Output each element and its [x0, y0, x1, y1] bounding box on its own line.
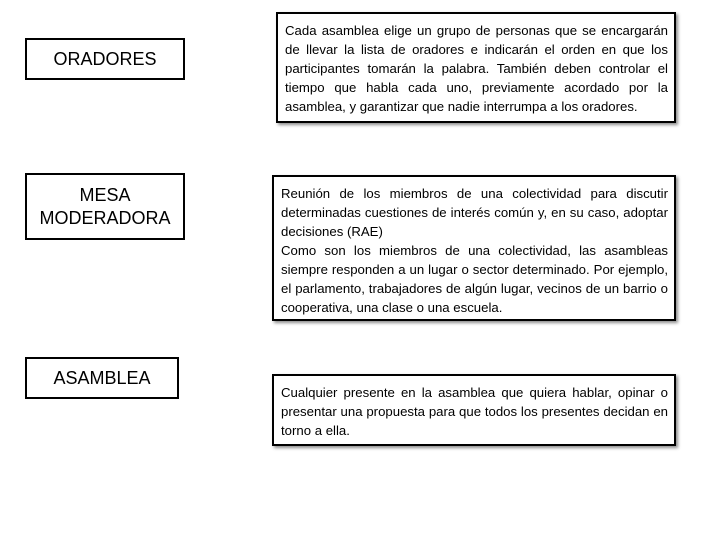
term-label: ORADORES: [53, 48, 157, 69]
definition-text: Reunión de los miembros de una colectividad para discutir determinadas cuestiones de interés común y, en su caso, adoptar decisiones (RAE): [281, 186, 668, 239]
definition-text: Cada asamblea elige un grupo de personas que se encargarán de llevar la lista de oradores e indicarán el orden en que los participantes tomarán la palabra. También deben controlar el tiempo que habla cada uno, previamente acordado por la asamblea, y garantizar que nadie interrumpa a los oradores.: [285, 23, 668, 114]
definition-box-3: [272, 374, 676, 446]
term-box-oradores: [25, 38, 185, 80]
definition-text: Como son los miembros de una colectividad, las asambleas siempre responden a un lugar o sector determinado. Por ejemplo, el parlamento, trabajadores de algún lugar, vecinos de un barrio o cooperativa, una clase o una escuela.: [281, 243, 668, 315]
definition-text: Cualquier presente en la asamblea que quiera hablar, opinar o presentar una propuesta para que todos los presentes decidan en torno a ella.: [281, 385, 668, 438]
term-box-asamblea: [25, 357, 179, 399]
definition-box-1: [276, 12, 676, 123]
term-label: MESA MODERADORA: [39, 184, 171, 228]
term-label: ASAMBLEA: [53, 367, 151, 388]
term-box-mesa-moderadora: [25, 173, 185, 240]
definition-box-2: [272, 175, 676, 321]
